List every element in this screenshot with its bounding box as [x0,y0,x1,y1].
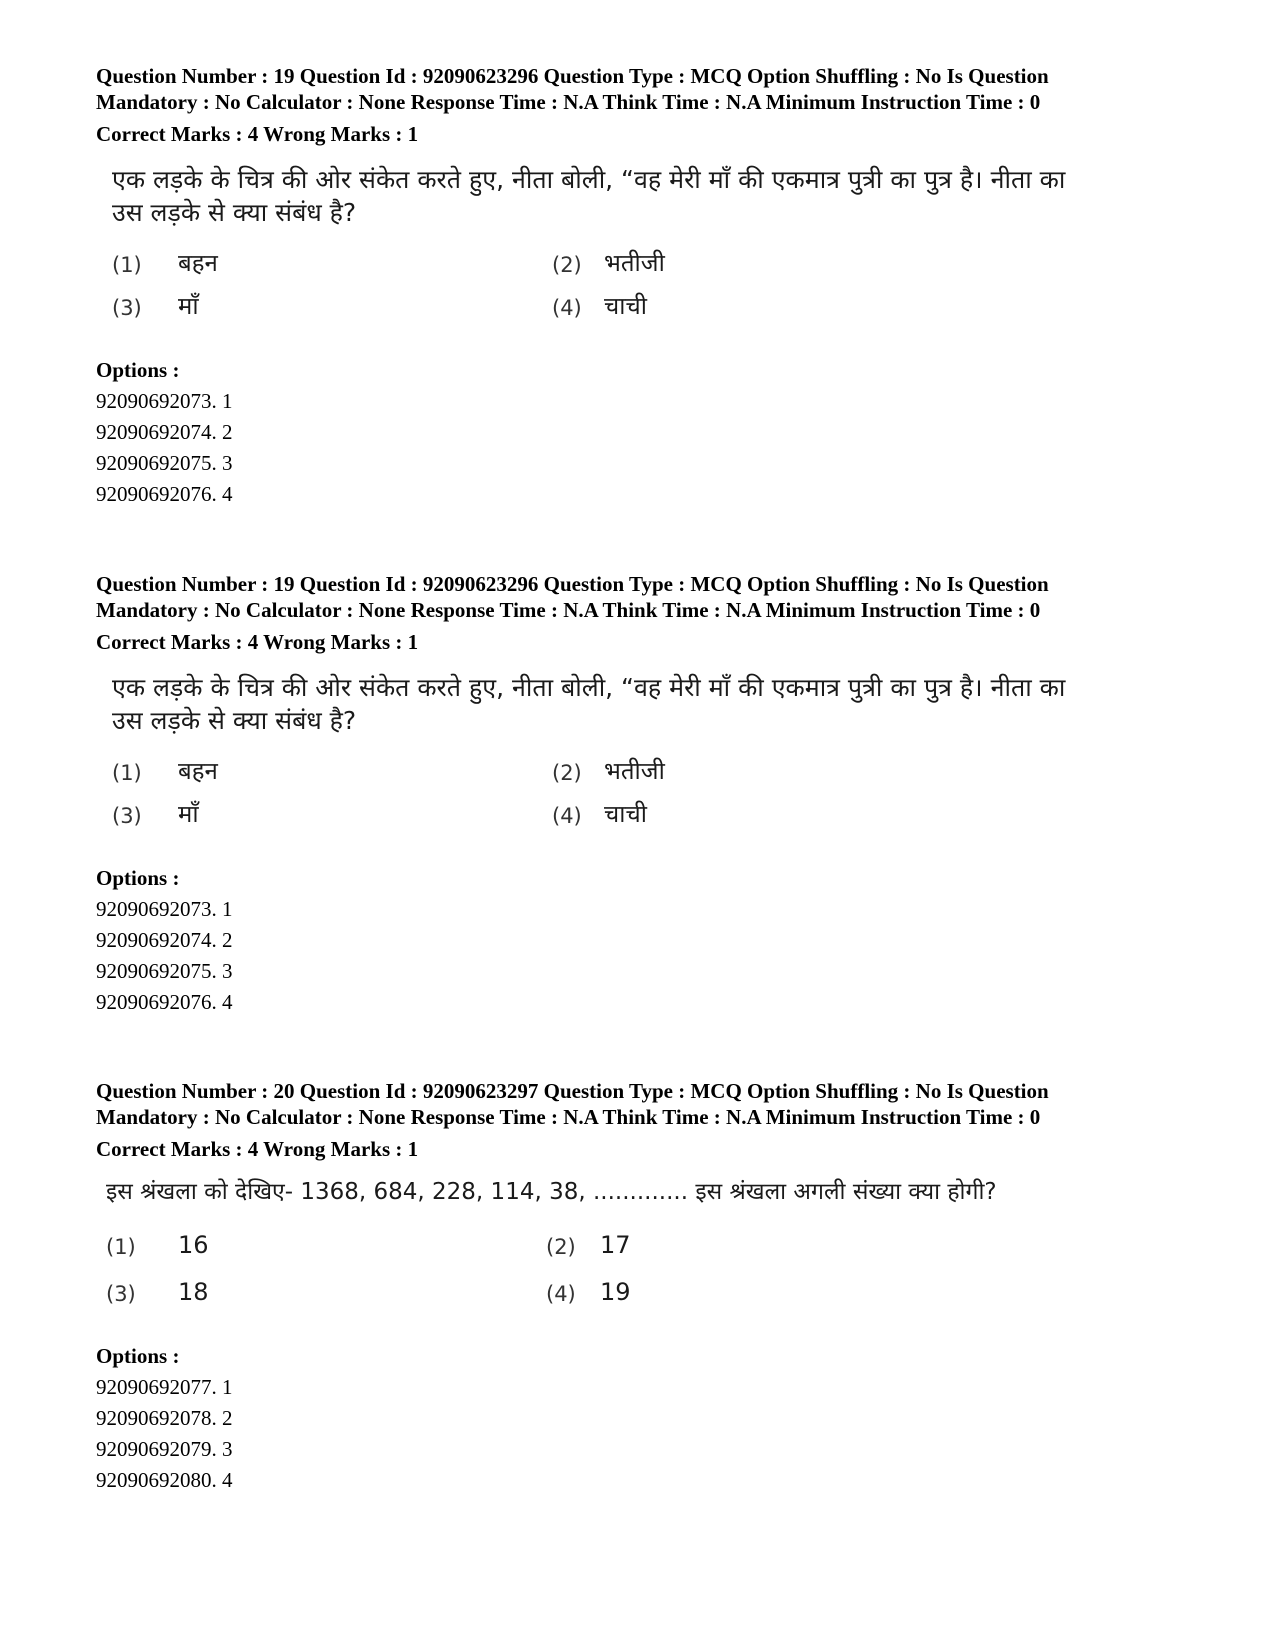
choice-number: (2) [552,253,582,277]
choice-text: 17 [600,1231,631,1259]
choice-text: माँ [178,292,199,320]
question-marks: Correct Marks : 4 Wrong Marks : 1 [96,630,419,654]
option-line: 92090692080. 4 [96,1468,233,1492]
choice-number: (4) [552,296,582,320]
question-marks: Correct Marks : 4 Wrong Marks : 1 [96,122,419,146]
question-marks: Correct Marks : 4 Wrong Marks : 1 [96,1137,419,1161]
question-text: इस श्रंखला को देखिए- 1368, 684, 228, 114, 38, ............. इस श्रंखला अगली संख्या क्या होगी? [106,1179,997,1205]
choice-text: भतीजी [604,757,665,785]
choice-number: (3) [106,1282,136,1306]
option-line: 92090692079. 3 [96,1437,233,1461]
question-block [96,571,1196,1018]
question-image [96,669,1196,841]
question-image [96,1174,1196,1321]
option-line: 92090692075. 3 [96,959,233,983]
choice-text: चाची [604,292,647,320]
choice-grid [96,751,1196,841]
choice-number: (1) [112,761,142,785]
choice-number: (4) [552,804,582,828]
choice-text: 16 [178,1231,209,1259]
choice-text: बहन [178,249,218,277]
option-line: 92090692074. 2 [96,420,233,444]
question-text: एक लड़के के चित्र की ओर संकेत करते हुए, नीता बोली, “वह मेरी माँ की एकमात्र पुत्री का पुत्र है। नीता का [112,165,1066,194]
choice-number: (2) [546,1235,576,1259]
choice-text: माँ [178,800,199,828]
question-block [96,1078,1196,1496]
question-image [96,161,1196,333]
question-meta-line: Question Number : 19 Question Id : 92090623296 Question Type : MCQ Option Shuffling : No Is Question [96,572,1049,596]
choice-number: (3) [112,296,142,320]
choice-grid [96,1225,1196,1321]
question-text: उस लड़के से क्या संबंध है? [112,706,357,735]
question-block [96,63,1196,510]
choice-text: भतीजी [604,249,665,277]
question-meta-line: Question Number : 19 Question Id : 92090623296 Question Type : MCQ Option Shuffling : No Is Question [96,64,1049,88]
options-title: Options : [96,1344,180,1368]
options-title: Options : [96,358,180,382]
question-text: एक लड़के के चित्र की ओर संकेत करते हुए, नीता बोली, “वह मेरी माँ की एकमात्र पुत्री का पुत्र है। नीता का [112,673,1066,702]
choice-number: (4) [546,1282,576,1306]
choice-text: 19 [600,1278,631,1306]
option-line: 92090692078. 2 [96,1406,233,1430]
option-line: 92090692073. 1 [96,389,233,413]
choice-number: (2) [552,761,582,785]
choice-text: चाची [604,800,647,828]
choice-number: (3) [112,804,142,828]
choice-number: (1) [106,1235,136,1259]
option-line: 92090692077. 1 [96,1375,233,1399]
choice-text: बहन [178,757,218,785]
choice-text: 18 [178,1278,209,1306]
option-line: 92090692076. 4 [96,482,233,506]
option-line: 92090692073. 1 [96,897,233,921]
question-meta-line: Question Number : 20 Question Id : 92090623297 Question Type : MCQ Option Shuffling : No Is Question [96,1079,1049,1103]
choice-number: (1) [112,253,142,277]
options-title: Options : [96,866,180,890]
question-meta-line: Mandatory : No Calculator : None Response Time : N.A Think Time : N.A Minimum Instruction Time : 0 [96,1105,1041,1129]
option-line: 92090692076. 4 [96,990,233,1014]
question-meta-line: Mandatory : No Calculator : None Response Time : N.A Think Time : N.A Minimum Instruction Time : 0 [96,90,1041,114]
question-meta-line: Mandatory : No Calculator : None Response Time : N.A Think Time : N.A Minimum Instruction Time : 0 [96,598,1041,622]
option-line: 92090692075. 3 [96,451,233,475]
choice-grid [96,243,1196,333]
question-text: उस लड़के से क्या संबंध है? [112,198,357,227]
option-line: 92090692074. 2 [96,928,233,952]
